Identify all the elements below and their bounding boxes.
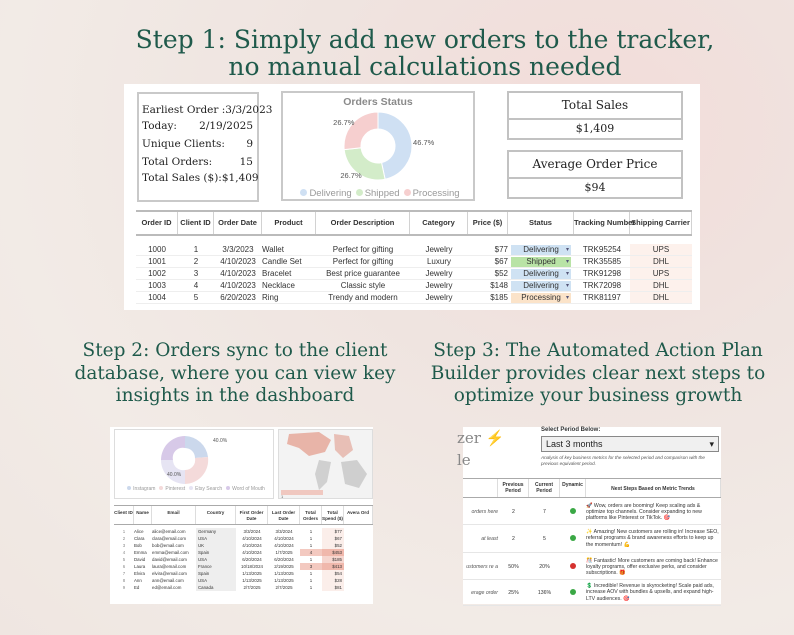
client-col-header: Email bbox=[152, 506, 196, 524]
orders-cell: 6/20/2023 bbox=[220, 293, 256, 302]
donut-chart bbox=[323, 105, 433, 187]
orders-cell: TRK72098 bbox=[582, 281, 622, 290]
orders-cell: Perfect for gifting bbox=[332, 257, 394, 266]
client-cell: 2/19/2025 bbox=[274, 564, 294, 569]
orders-cell: Classic style bbox=[340, 281, 386, 290]
client-col-header: Total Spend ($) bbox=[322, 506, 344, 524]
status-dropdown[interactable]: Delivering ▾ bbox=[511, 245, 571, 255]
client-row bbox=[114, 577, 373, 584]
client-cell: elvira@email.com bbox=[152, 571, 187, 576]
period-select[interactable]: Last 3 months ▾ bbox=[541, 436, 719, 452]
client-row bbox=[114, 584, 373, 591]
client-cell: 3 bbox=[300, 563, 322, 570]
orders-cell: 4/10/2023 bbox=[220, 281, 256, 290]
country-dropdown[interactable]: USA bbox=[196, 577, 236, 584]
status-dropdown[interactable]: Delivering ▾ bbox=[511, 281, 571, 291]
client-cell: 4/10/2024 bbox=[274, 543, 294, 548]
action-plan-header bbox=[463, 478, 721, 498]
orders-cell: 2 bbox=[193, 257, 199, 266]
client-cell: 3 bbox=[122, 543, 126, 548]
client-cell: alice@email.com bbox=[152, 529, 186, 534]
orders-row bbox=[136, 292, 692, 304]
client-cell: david@email.com bbox=[152, 557, 187, 562]
orders-cell: 3/3/2023 bbox=[222, 245, 254, 254]
orders-col-header: Shipping Carrier bbox=[630, 212, 692, 234]
client-pie-chart bbox=[115, 430, 275, 486]
action-row bbox=[463, 555, 721, 580]
country-dropdown[interactable]: Spain bbox=[196, 570, 236, 577]
step1-heading bbox=[100, 26, 750, 80]
client-cell: 2/7/2025 bbox=[243, 585, 261, 590]
title-fragment: zer ⚡ bbox=[457, 429, 505, 447]
slice-label-shipped: 26.7% bbox=[340, 171, 362, 181]
orders-cell: DHL bbox=[630, 256, 692, 267]
client-cell: 6/20/2024 bbox=[242, 557, 262, 562]
orders-cell: 1002 bbox=[148, 269, 166, 278]
total-sales-value: $1,409 bbox=[575, 122, 615, 135]
action-metric: erage order bbox=[471, 589, 498, 596]
step1-heading-line2: no manual calculations needed bbox=[228, 52, 622, 81]
client-cell: 1/13/2025 bbox=[242, 571, 262, 576]
client-row bbox=[114, 528, 373, 535]
green-dot-icon bbox=[570, 535, 576, 541]
next-step-text: ✨ Amazing! New customers are rolling in! Increase SEO, referral programs & brand awareness efforts to keep up the momentum! 💪 bbox=[586, 529, 719, 548]
current-period: 7 bbox=[543, 509, 546, 515]
summary-row bbox=[142, 104, 273, 120]
client-cell: Ed bbox=[134, 585, 140, 590]
orders-cell: UPS bbox=[630, 244, 692, 255]
legend-swatch bbox=[226, 486, 230, 490]
summary-label: Total Sales ($): bbox=[142, 172, 222, 184]
client-cell: 4/10/2024 bbox=[274, 536, 294, 541]
client-row bbox=[114, 570, 373, 577]
orders-col-header: Tracking Number bbox=[574, 212, 630, 234]
orders-cell: 4/10/2023 bbox=[220, 269, 256, 278]
title-fragment-2: le bbox=[457, 451, 471, 469]
client-cell: $185 bbox=[322, 556, 344, 563]
orders-cell: Jewelry bbox=[425, 269, 453, 278]
chart-legend bbox=[283, 188, 473, 199]
client-cell: bob@email.com bbox=[152, 543, 184, 548]
client-cell: Bob bbox=[134, 543, 142, 548]
orders-cell: 1003 bbox=[148, 281, 166, 290]
total-sales-card bbox=[507, 91, 683, 140]
orders-cell: Necklace bbox=[262, 281, 295, 290]
legend-swatch bbox=[404, 189, 411, 196]
average-order-price-card bbox=[507, 150, 683, 199]
summary-value: $1,409 bbox=[221, 172, 259, 184]
orders-row bbox=[136, 244, 692, 256]
previous-period: 2 bbox=[512, 509, 515, 515]
green-dot-icon bbox=[570, 508, 576, 514]
summary-row bbox=[142, 138, 253, 154]
client-cell: Elvira bbox=[134, 571, 145, 576]
orders-cell: TRK95254 bbox=[582, 245, 622, 254]
summary-value: 3/3/2023 bbox=[225, 104, 273, 116]
current-period: 5 bbox=[543, 535, 546, 542]
client-cell: Laura bbox=[134, 564, 146, 569]
client-cell: 4/10/2024 bbox=[242, 536, 262, 541]
orders-col-header: Product bbox=[262, 212, 316, 234]
action-plan-screenshot bbox=[457, 427, 721, 604]
client-cell: 2/7/2025 bbox=[275, 585, 293, 590]
orders-cell: DHL bbox=[630, 280, 692, 291]
client-cell: Alice bbox=[134, 529, 144, 534]
summary-value: 2/19/2025 bbox=[199, 120, 253, 132]
client-cell: 1/7/2025 bbox=[275, 550, 293, 555]
client-cell: 2 bbox=[122, 536, 126, 541]
orders-cell: TRK91298 bbox=[582, 269, 622, 278]
country-dropdown[interactable]: France bbox=[196, 563, 236, 570]
order-tracker-screenshot bbox=[124, 84, 700, 310]
orders-row bbox=[136, 268, 692, 280]
orders-cell: $148 bbox=[490, 281, 508, 290]
action-col-header: Next Steps Based on Metric Trends bbox=[586, 479, 721, 497]
status-dropdown[interactable]: Shipped ▾ bbox=[511, 257, 571, 267]
action-row bbox=[463, 580, 721, 606]
client-cell: 10/18/2024 bbox=[241, 564, 263, 569]
current-period: 136% bbox=[537, 589, 552, 596]
chart-title: Orders Status bbox=[343, 96, 413, 108]
action-row bbox=[463, 525, 721, 553]
client-col-header: Avera Ord bbox=[344, 506, 373, 524]
red-dot-icon bbox=[570, 563, 576, 569]
previous-period: 25% bbox=[508, 589, 519, 596]
orders-cell: Bracelet bbox=[262, 269, 292, 278]
client-cell: 1/13/2025 bbox=[274, 571, 294, 576]
client-cell: David bbox=[134, 557, 146, 562]
summary-value: 9 bbox=[246, 138, 253, 150]
status-dropdown[interactable]: Delivering ▾ bbox=[511, 269, 571, 279]
orders-cell: 4/10/2023 bbox=[220, 257, 256, 266]
client-cell: 3/3/2024 bbox=[243, 529, 261, 534]
orders-cell: 1 bbox=[193, 245, 199, 254]
client-cell: $81 bbox=[322, 584, 344, 591]
client-cell: 1 bbox=[309, 543, 313, 548]
previous-period: 50% bbox=[508, 564, 519, 570]
orders-col-header: Price ($) bbox=[468, 212, 508, 234]
action-col-header: Dynamic bbox=[560, 479, 586, 497]
legend-item: Pinterest bbox=[165, 486, 186, 492]
legend-swatch bbox=[300, 189, 307, 196]
previous-period: 2 bbox=[512, 535, 515, 542]
client-cell: 9 bbox=[122, 585, 126, 590]
orders-cell: $52 bbox=[494, 269, 508, 278]
step1-heading-line1: Step 1: Simply add new orders to the tracker, bbox=[135, 25, 715, 54]
orders-cell: Best price guarantee bbox=[326, 269, 400, 278]
client-cell: $413 bbox=[322, 563, 344, 570]
client-row bbox=[114, 542, 373, 549]
slice-label-delivering: 46.7% bbox=[413, 138, 435, 148]
client-row bbox=[114, 549, 373, 556]
orders-cell: Wallet bbox=[262, 245, 284, 254]
client-col-header: Country bbox=[196, 506, 236, 524]
pie-label-2: 40.0% bbox=[167, 472, 182, 478]
orders-table-body bbox=[136, 244, 692, 304]
orders-cell: Jewelry bbox=[425, 293, 453, 302]
orders-cell: Jewelry bbox=[425, 281, 453, 290]
client-source-pie bbox=[114, 429, 274, 499]
client-col-header: Client ID bbox=[114, 506, 134, 524]
country-dropdown[interactable]: Spain bbox=[196, 549, 236, 556]
green-dot-icon bbox=[570, 589, 576, 595]
action-row bbox=[463, 500, 721, 525]
client-cell: 1 bbox=[309, 557, 313, 562]
summary-row bbox=[142, 120, 253, 136]
client-cell: clara@email.com bbox=[152, 536, 186, 541]
period-label: Select Period Below: bbox=[541, 427, 601, 433]
client-cell: 1 bbox=[309, 571, 313, 576]
legend-item: Instagram bbox=[133, 486, 156, 492]
next-step-text: 🎊 Fantastic! More customers are coming back! Enhance loyalty programs, offer exclusive perks, and consider subscriptions. 🎁 bbox=[586, 557, 718, 577]
action-col-header: Previous Period bbox=[498, 479, 529, 497]
action-col-header bbox=[463, 479, 498, 497]
client-cell: $28 bbox=[322, 577, 344, 584]
client-cell: 1/13/2025 bbox=[274, 578, 294, 583]
client-pie-legend bbox=[115, 486, 273, 492]
average-order-price-value: $94 bbox=[584, 181, 606, 194]
summary-label: Earliest Order : bbox=[142, 104, 226, 116]
legend-item: Delivering bbox=[309, 188, 352, 199]
total-sales-label: Total Sales bbox=[509, 93, 681, 120]
orders-cell: Candle Set bbox=[262, 257, 302, 266]
client-cell: $54 bbox=[322, 570, 344, 577]
step2-heading: Step 2: Orders sync to the client database, where you can view key insights in the dashboard bbox=[74, 340, 396, 407]
legend-item: Word of Mouth bbox=[232, 486, 265, 492]
client-cell: 4 bbox=[122, 550, 126, 555]
orders-cell: TRK35585 bbox=[582, 257, 622, 266]
client-cell: $67 bbox=[322, 535, 344, 542]
legend-item: Processing bbox=[412, 188, 460, 199]
client-cell: 8 bbox=[122, 578, 126, 583]
summary-value: 15 bbox=[239, 156, 253, 168]
orders-cell: 4 bbox=[193, 281, 199, 290]
summary-box bbox=[137, 92, 273, 202]
client-cell: ed@email.com bbox=[152, 585, 182, 590]
summary-row bbox=[142, 156, 253, 172]
client-cell: 4 bbox=[300, 549, 322, 556]
orders-cell: TRK81197 bbox=[583, 293, 621, 302]
client-database-screenshot bbox=[110, 427, 373, 604]
summary-row bbox=[142, 172, 259, 188]
step3-heading: Step 3: The Automated Action Plan Builder provides clear next steps to optimize your business growth bbox=[430, 340, 766, 407]
map-scale-label: 1 bbox=[281, 494, 284, 499]
orders-cell: 3 bbox=[193, 269, 199, 278]
orders-cell: 1001 bbox=[148, 257, 166, 266]
legend-swatch bbox=[159, 486, 163, 490]
client-cell: laura@email.com bbox=[152, 564, 187, 569]
orders-cell: DHL bbox=[630, 292, 692, 303]
orders-cell: $77 bbox=[494, 245, 508, 254]
orders-cell: Perfect for gifting bbox=[332, 245, 394, 254]
period-note: Analysis of key business metrics for the selected period and comparison with the previous equivalent period. bbox=[541, 455, 705, 466]
orders-row bbox=[136, 256, 692, 268]
world-map-graphic bbox=[279, 430, 374, 500]
next-step-text: 💲 Incredible! Revenue is skyrocketing! Scale paid ads, increase AOV with bundles & upsells, and expand high-LTV audiences. 🎯 bbox=[586, 583, 714, 602]
client-cell: 5 bbox=[122, 557, 126, 562]
action-metric: orders here bbox=[471, 509, 498, 515]
client-cell: Emma bbox=[134, 550, 147, 555]
legend-item: Shipped bbox=[364, 188, 400, 199]
average-order-price-label: Average Order Price bbox=[509, 152, 681, 179]
client-cell: $453 bbox=[322, 549, 344, 556]
orders-col-header: Status bbox=[508, 212, 574, 234]
orders-cell: 1000 bbox=[148, 245, 166, 254]
orders-cell: $185 bbox=[490, 293, 508, 302]
orders-cell: Trendy and modern bbox=[328, 293, 398, 302]
country-dropdown[interactable]: USA bbox=[196, 556, 236, 563]
client-cell: 1 bbox=[309, 585, 313, 590]
client-cell: 3/3/2024 bbox=[275, 529, 293, 534]
client-col-header: First Order Date bbox=[236, 506, 268, 524]
legend-swatch bbox=[127, 486, 131, 490]
pie-label-1: 40.0% bbox=[213, 438, 228, 444]
client-cell: emma@email.com bbox=[152, 550, 189, 555]
orders-col-header: Order Date bbox=[214, 212, 262, 234]
orders-cell: Jewelry bbox=[425, 245, 453, 254]
client-table-header bbox=[114, 505, 373, 525]
dynamic-indicator bbox=[560, 589, 586, 597]
client-col-header: Total Orders bbox=[300, 506, 322, 524]
next-step-text: 🚀 Wow, orders are booming! Keep scaling ads & optimize top channels. Consider expanding to new platforms like Pinterest or TikTok. 🎯 bbox=[586, 502, 702, 522]
orders-col-header: Client ID bbox=[178, 212, 214, 234]
client-table-body bbox=[114, 528, 373, 591]
legend-item: Etsy Search bbox=[195, 486, 223, 492]
current-period: 20% bbox=[539, 564, 550, 570]
legend-swatch bbox=[189, 486, 193, 490]
client-cell: 1 bbox=[309, 536, 313, 541]
action-metric: ustomers re a bbox=[466, 564, 498, 570]
client-cell: Ann bbox=[134, 578, 142, 583]
client-cell: $52 bbox=[322, 542, 344, 549]
client-row bbox=[114, 563, 373, 570]
summary-label: Unique Clients: bbox=[142, 138, 225, 150]
orders-cell: 1004 bbox=[148, 293, 166, 302]
client-cell: 7 bbox=[122, 571, 126, 576]
dynamic-indicator bbox=[560, 563, 586, 571]
orders-cell: $67 bbox=[494, 257, 508, 266]
client-cell: ann@email.com bbox=[152, 578, 184, 583]
orders-cell: Luxury bbox=[426, 257, 451, 266]
client-cell: 1/13/2025 bbox=[242, 578, 262, 583]
orders-col-header: Order ID bbox=[136, 212, 178, 234]
orders-cell: Ring bbox=[262, 293, 279, 302]
action-col-header: Current Period bbox=[529, 479, 560, 497]
client-map bbox=[278, 429, 373, 499]
client-col-header: Name bbox=[134, 506, 152, 524]
action-plan-title bbox=[457, 427, 504, 471]
client-col-header: Last Order Date bbox=[268, 506, 300, 524]
orders-cell: 5 bbox=[193, 293, 199, 302]
client-cell: 1 bbox=[309, 529, 313, 534]
client-cell: 6/20/2024 bbox=[274, 557, 294, 562]
orders-table-header bbox=[136, 210, 692, 236]
orders-col-header: Order Description bbox=[316, 212, 410, 234]
client-cell: 4/10/2024 bbox=[242, 550, 262, 555]
country-dropdown[interactable]: USA bbox=[196, 535, 236, 542]
client-cell: $77 bbox=[322, 528, 344, 535]
slice-label-processing: 26.7% bbox=[333, 117, 355, 127]
status-dropdown[interactable]: Processing ▾ bbox=[511, 293, 571, 303]
orders-row bbox=[136, 280, 692, 292]
client-cell: 1 bbox=[309, 578, 313, 583]
client-row bbox=[114, 556, 373, 563]
client-cell: Clara bbox=[134, 536, 145, 541]
dynamic-indicator bbox=[560, 535, 586, 543]
summary-label: Today: bbox=[142, 120, 177, 132]
dynamic-indicator bbox=[560, 508, 586, 516]
client-cell: 1 bbox=[122, 529, 126, 534]
legend-swatch bbox=[356, 189, 363, 196]
country-dropdown[interactable]: Germany bbox=[196, 528, 236, 535]
country-dropdown[interactable]: Canada bbox=[196, 584, 236, 591]
client-cell: 4/10/2024 bbox=[242, 543, 262, 548]
client-row bbox=[114, 535, 373, 542]
action-metric: at least bbox=[481, 535, 498, 542]
client-cell: 6 bbox=[122, 564, 126, 569]
orders-cell: UPS bbox=[630, 268, 692, 279]
country-dropdown[interactable]: UK bbox=[196, 542, 236, 549]
orders-status-chart bbox=[281, 91, 475, 201]
summary-label: Total Orders: bbox=[142, 156, 213, 168]
orders-col-header: Category bbox=[410, 212, 468, 234]
